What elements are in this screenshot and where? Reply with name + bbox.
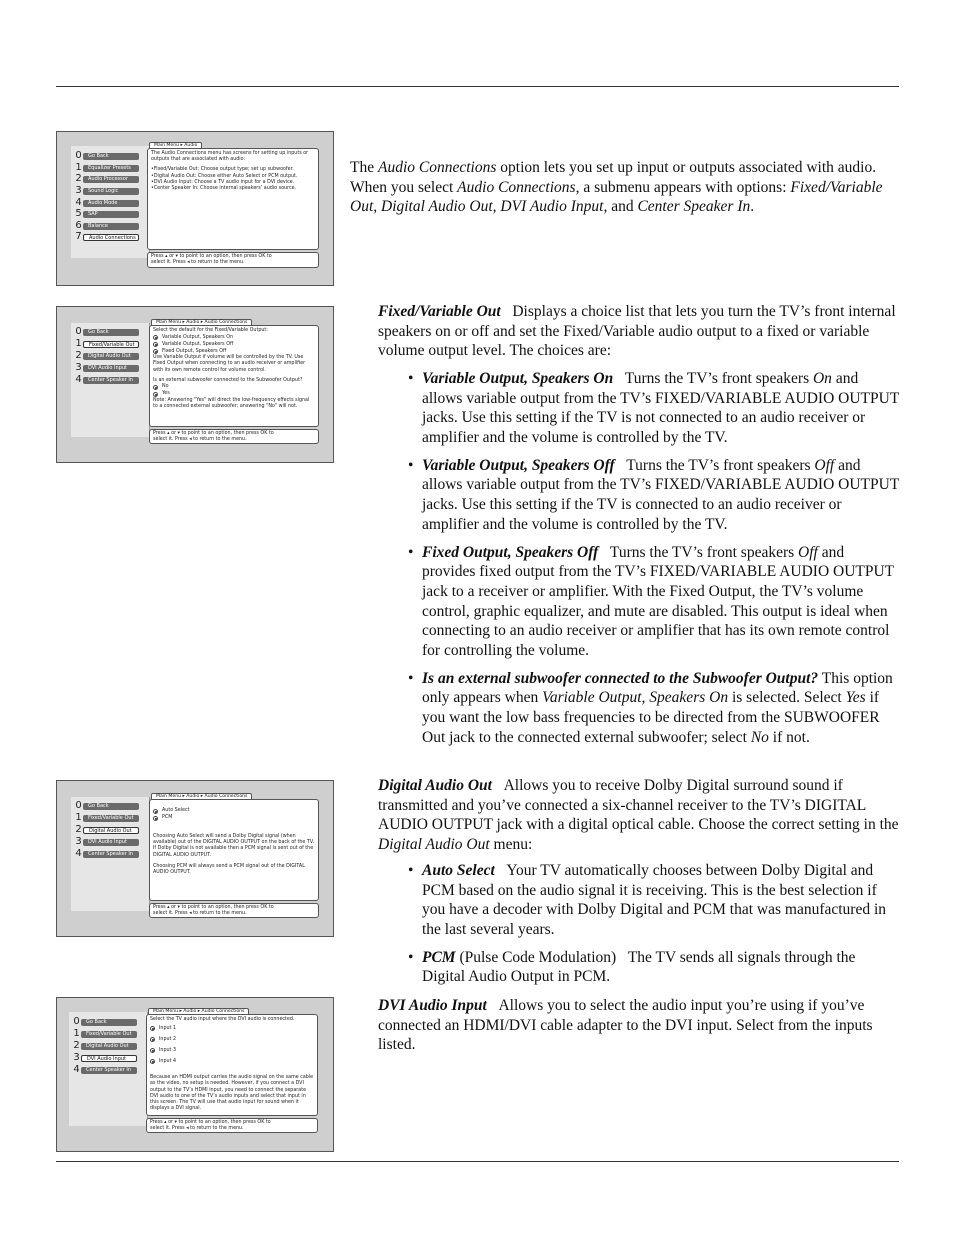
panel-bullet: •DVI Audio Input: Choose a TV audio input for a DVI device. bbox=[151, 179, 295, 185]
list-item: • Variable Output, Speakers Off Turns the TV’s front speakers Off and allows variable output from the TV’s FIXED/VARIABLE AUDIO OUTPUT jacks. Use this setting if the TV is connected to an audio receiver or amplifier and the volume is controlled by the TV. bbox=[400, 456, 900, 534]
radio-option[interactable]: Input 1 bbox=[150, 1023, 314, 1034]
list-item: • PCM (Pulse Code Modulation) The TV sends all signals through the Digital Audio Output in PCM. bbox=[400, 948, 900, 987]
menu-item[interactable]: 4 Center Speaker In bbox=[72, 1066, 137, 1074]
dvi-audio-term: DVI Audio Input bbox=[378, 997, 487, 1014]
radio-icon bbox=[153, 335, 158, 340]
intro-paragraph: The Audio Connections option lets you set up input or outputs associated with audio. When you select Audio Connections, a submenu appears with options: Fixed/Variable Out, Digital Audio Out, DVI Audio Input, and Center Speaker In. bbox=[350, 159, 883, 216]
panel-heading: Select the default for the Fixed/Variable Output: bbox=[153, 328, 268, 333]
radio-option[interactable]: Variable Output, Speakers On bbox=[153, 334, 315, 341]
radio-option[interactable]: Auto Select bbox=[153, 808, 315, 815]
radio-option[interactable]: Input 3 bbox=[150, 1045, 314, 1056]
digital-audio-out-screenshot bbox=[56, 780, 334, 937]
radio-option[interactable]: No bbox=[153, 384, 315, 391]
breadcrumb: Main Menu ▸ Audio ▸ Audio Connections bbox=[148, 1008, 249, 1014]
help-line: select it. Press ◂ to return to the menu. bbox=[153, 436, 247, 442]
menu-item[interactable]: 4 Center Speaker In bbox=[74, 850, 139, 858]
radio-icon bbox=[153, 349, 158, 354]
menu-item[interactable]: 0 Go Back bbox=[74, 328, 139, 336]
radio-icon bbox=[150, 1059, 155, 1064]
menu-item-selected[interactable]: 2 Digital Audio Out bbox=[74, 826, 139, 834]
menu-item-selected[interactable]: 1 Fixed/Variable Out bbox=[74, 340, 139, 348]
radio-icon bbox=[153, 385, 158, 390]
digital-audio-paragraph: Digital Audio Out Allows you to receive Dolby Digital surround sound if transmitted and you’ve connected a six-channel receiver to the TV’s DIGITAL AUDIO OUTPUT jack with a digital optical cable. Choose the correct setting in the Digital Audio Out menu: bbox=[378, 777, 899, 853]
panel-heading: Select the TV audio input where the DVI audio is connected. bbox=[150, 1017, 295, 1022]
help-line: select it. Press ◂ to return to the menu. bbox=[150, 1125, 244, 1131]
menu-item[interactable]: 0 Go Back bbox=[74, 152, 139, 160]
panel-note: Note: Answering "Yes" will direct the low-frequency effects signal to a connected external subwoofer; answering "No" will not. bbox=[153, 398, 310, 410]
list-item: • Fixed Output, Speakers Off Turns the TV’s front speakers Off and provides fixed output from the TV’s FIXED/VARIABLE AUDIO OUTPUT jack to a receiver or amplifier. With the Fixed Output, the TV’s volume control, graphic equalizer, and mute are disabled. This output is ideal when connecting to an audio receiver or amplifier that has its own remote control for controlling the volume. bbox=[400, 543, 900, 661]
list-item: • Auto Select Your TV automatically chooses between Dolby Digital and PCM based on the audio signal it is receiving. This is the best selection if you have a decoder with Dolby Digital and PCM that was manufactured in the last several years. bbox=[400, 861, 900, 939]
radio-icon bbox=[153, 809, 158, 814]
audio-menu-screenshot bbox=[56, 131, 334, 286]
menu-item-selected[interactable]: 7 Audio Connections bbox=[74, 233, 139, 241]
radio-icon bbox=[150, 1048, 155, 1053]
dvi-audio-input-screenshot bbox=[56, 997, 334, 1152]
radio-icon bbox=[153, 816, 158, 821]
fixed-variable-term: Fixed/Variable Out bbox=[378, 303, 501, 320]
top-rule bbox=[56, 86, 899, 87]
menu-item[interactable]: 1 Fixed/Variable Out bbox=[74, 814, 139, 822]
breadcrumb: Main Menu ▸ Audio bbox=[149, 142, 202, 148]
digital-audio-term: Digital Audio Out bbox=[378, 777, 492, 794]
menu-item[interactable]: 6 Balance bbox=[74, 222, 139, 230]
digital-audio-options bbox=[400, 861, 900, 996]
menu-item[interactable]: 3 Sound Logic bbox=[74, 187, 139, 195]
menu-item[interactable]: 0 Go Back bbox=[74, 802, 139, 810]
help-box bbox=[149, 903, 319, 918]
bottom-rule bbox=[56, 1161, 899, 1162]
panel-bullet: •Center Speaker In: Choose internal speakers’ audio source. bbox=[151, 186, 297, 192]
radio-icon bbox=[153, 342, 158, 347]
menu-item[interactable]: 2 Audio Processor bbox=[74, 175, 139, 183]
help-line: Press ▴ or ▾ to point to an option, then press OK to bbox=[153, 905, 274, 910]
radio-option[interactable]: Fixed Output, Speakers Off bbox=[153, 348, 315, 355]
radio-option[interactable]: Input 2 bbox=[150, 1034, 314, 1045]
fixed-variable-paragraph: Fixed/Variable Out Displays a choice list that lets you turn the TV’s front internal speakers on or off and set the Fixed/Variable audio output to a fixed or variable volume output level. The choices are: bbox=[378, 303, 896, 360]
panel-question: Is an external subwoofer connected to the Subwoofer Output? bbox=[153, 377, 303, 383]
help-box bbox=[149, 429, 319, 444]
panel-text: The Audio Connections menu has screens for setting up inputs or outputs that are associated with audio: bbox=[151, 151, 309, 163]
menu-item-selected[interactable]: 3 DVI Audio Input bbox=[72, 1054, 137, 1062]
panel-bullet: •Fixed/Variable Out: Choose output type; set up subwoofer. bbox=[151, 167, 294, 173]
list-item: • Is an external subwoofer connected to the Subwoofer Output? This option only appears when Variable Output, Speakers On is selected. Select Yes if you want the low bass frequencies to be directed from the SUBWOOFER Out jack to the connected external subwoofer; select No if not. bbox=[400, 669, 900, 747]
menu-item[interactable]: 3 DVI Audio Input bbox=[74, 838, 139, 846]
help-line: select it. Press ◂ to return to the menu. bbox=[151, 259, 245, 265]
help-box bbox=[147, 252, 319, 268]
options-panel bbox=[149, 325, 319, 427]
help-line: Press ▴ or ▾ to point to an option, then press OK to bbox=[150, 1120, 271, 1125]
list-item: • Variable Output, Speakers On Turns the TV’s front speakers On and allows variable output from the TV’s FIXED/VARIABLE AUDIO OUTPUT jacks. Use this setting if the TV is not connected to an audio receiver or amplifier and the volume is controlled by the TV. bbox=[400, 369, 900, 447]
radio-icon bbox=[150, 1037, 155, 1042]
radio-icon bbox=[150, 1026, 155, 1031]
menu-item[interactable]: 4 Audio Mode bbox=[74, 199, 139, 207]
help-line: Press ▴ or ▾ to point to an option, then press OK to bbox=[153, 431, 274, 436]
fixed-variable-options bbox=[400, 369, 900, 756]
radio-option[interactable]: Yes bbox=[153, 391, 315, 398]
help-box bbox=[146, 1118, 318, 1133]
panel-text: Choosing Auto Select will send a Dolby Digital signal (when available) out of the DIGITAL AUDIO OUTPUT on the back of the TV. If Dolby Digital is not available then a PCM signal is sent out of the DIGITAL AUDIO OUTPUT. bbox=[153, 834, 315, 858]
dvi-audio-paragraph: DVI Audio Input Allows you to select the audio input you’re using if you’ve connected an HDMI/DVI cable adapter to the DVI input. Select from the inputs listed. bbox=[378, 997, 873, 1054]
help-line: Press ▴ or ▾ to point to an option, then press OK to bbox=[151, 254, 272, 259]
help-line: select it. Press ◂ to return to the menu. bbox=[153, 910, 247, 916]
menu-item[interactable]: 3 DVI Audio Input bbox=[74, 364, 139, 372]
options-panel bbox=[149, 799, 319, 901]
panel-text: Because an HDMI output carries the audio signal on the same cable as the video, no setup is needed. However, if you connect a DVI output to the TV’s HDMI input, you need to connect the separate DVI audio to one of the TV’s audio inputs and select that input in this screen. The TV will use that audio input for sound when it displays a DVI signal. bbox=[150, 1075, 314, 1112]
menu-item[interactable]: 5 SAP bbox=[74, 210, 139, 218]
radio-icon bbox=[153, 392, 158, 397]
panel-bullet: •Digital Audio Out: Choose either Auto Select or PCM output. bbox=[151, 173, 298, 179]
options-panel bbox=[146, 1014, 318, 1116]
breadcrumb: Main Menu ▸ Audio ▸ Audio Connections bbox=[151, 319, 252, 325]
radio-option[interactable]: Input 4 bbox=[150, 1056, 314, 1067]
panel-text: Choosing PCM will always send a PCM signal out of the DIGITAL AUDIO OUTPUT. bbox=[153, 863, 305, 876]
breadcrumb: Main Menu ▸ Audio ▸ Audio Connections bbox=[151, 793, 252, 799]
menu-item[interactable]: 0 Go Back bbox=[72, 1018, 137, 1026]
fixed-variable-out-screenshot bbox=[56, 306, 334, 463]
menu-item[interactable]: 4 Center Speaker In bbox=[74, 376, 139, 384]
menu-item[interactable]: 2 Digital Audio Out bbox=[74, 352, 139, 360]
menu-item[interactable]: 1 Equalizer Presets bbox=[74, 164, 139, 172]
radio-option[interactable]: Variable Output, Speakers Off bbox=[153, 341, 315, 348]
menu-item[interactable]: 1 Fixed/Variable Out bbox=[72, 1030, 137, 1038]
info-panel bbox=[147, 148, 319, 250]
panel-text: Use Variable Output if volume will be controlled by the TV. Use Fixed Output when connecting to an audio receiver or amplifier with its own remote control for volume control. bbox=[153, 355, 306, 373]
radio-option[interactable]: PCM bbox=[153, 815, 315, 822]
menu-item[interactable]: 2 Digital Audio Out bbox=[72, 1042, 137, 1050]
